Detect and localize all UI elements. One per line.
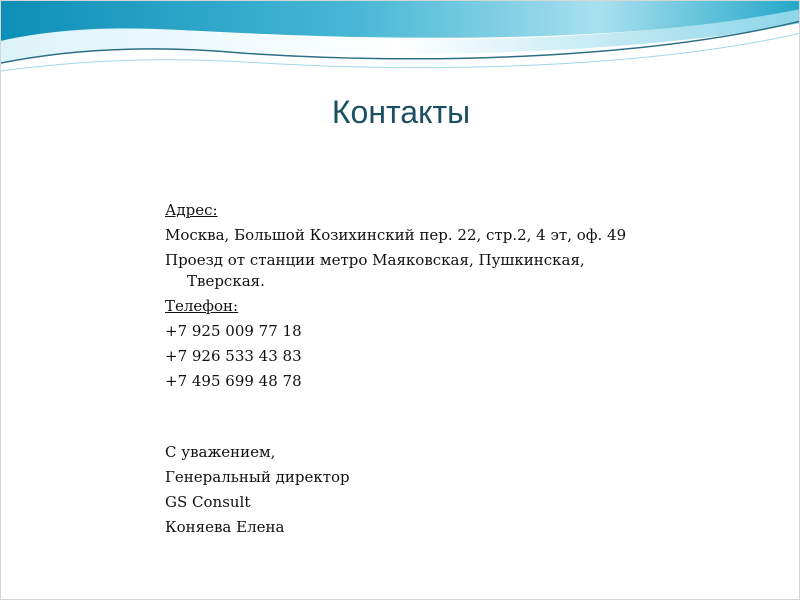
wave-header-decoration <box>1 1 800 81</box>
phone-label: Телефон: <box>165 297 239 315</box>
phone-number: +7 495 699 48 78 <box>165 372 302 390</box>
directions-text: Проезд от станции метро Маяковская, Пушкинская, <box>165 251 585 269</box>
directions-text-continued: Тверская. <box>187 272 265 290</box>
spacer <box>165 394 635 440</box>
page-title: Контакты <box>331 94 471 130</box>
company-name: GS Consult <box>165 493 251 511</box>
contact-info <box>165 198 635 540</box>
signer-name: Коняева Елена <box>165 518 285 536</box>
phone-number: +7 926 533 43 83 <box>165 347 302 365</box>
phone-number: +7 925 009 77 18 <box>165 322 302 340</box>
signer-position: Генеральный директор <box>165 468 350 486</box>
closing-text: С уважением, <box>165 443 276 461</box>
address-text: Москва, Большой Козихинский пер. 22, стр.2, 4 эт, оф. 49 <box>165 226 627 244</box>
address-label: Адрес: <box>165 201 218 219</box>
